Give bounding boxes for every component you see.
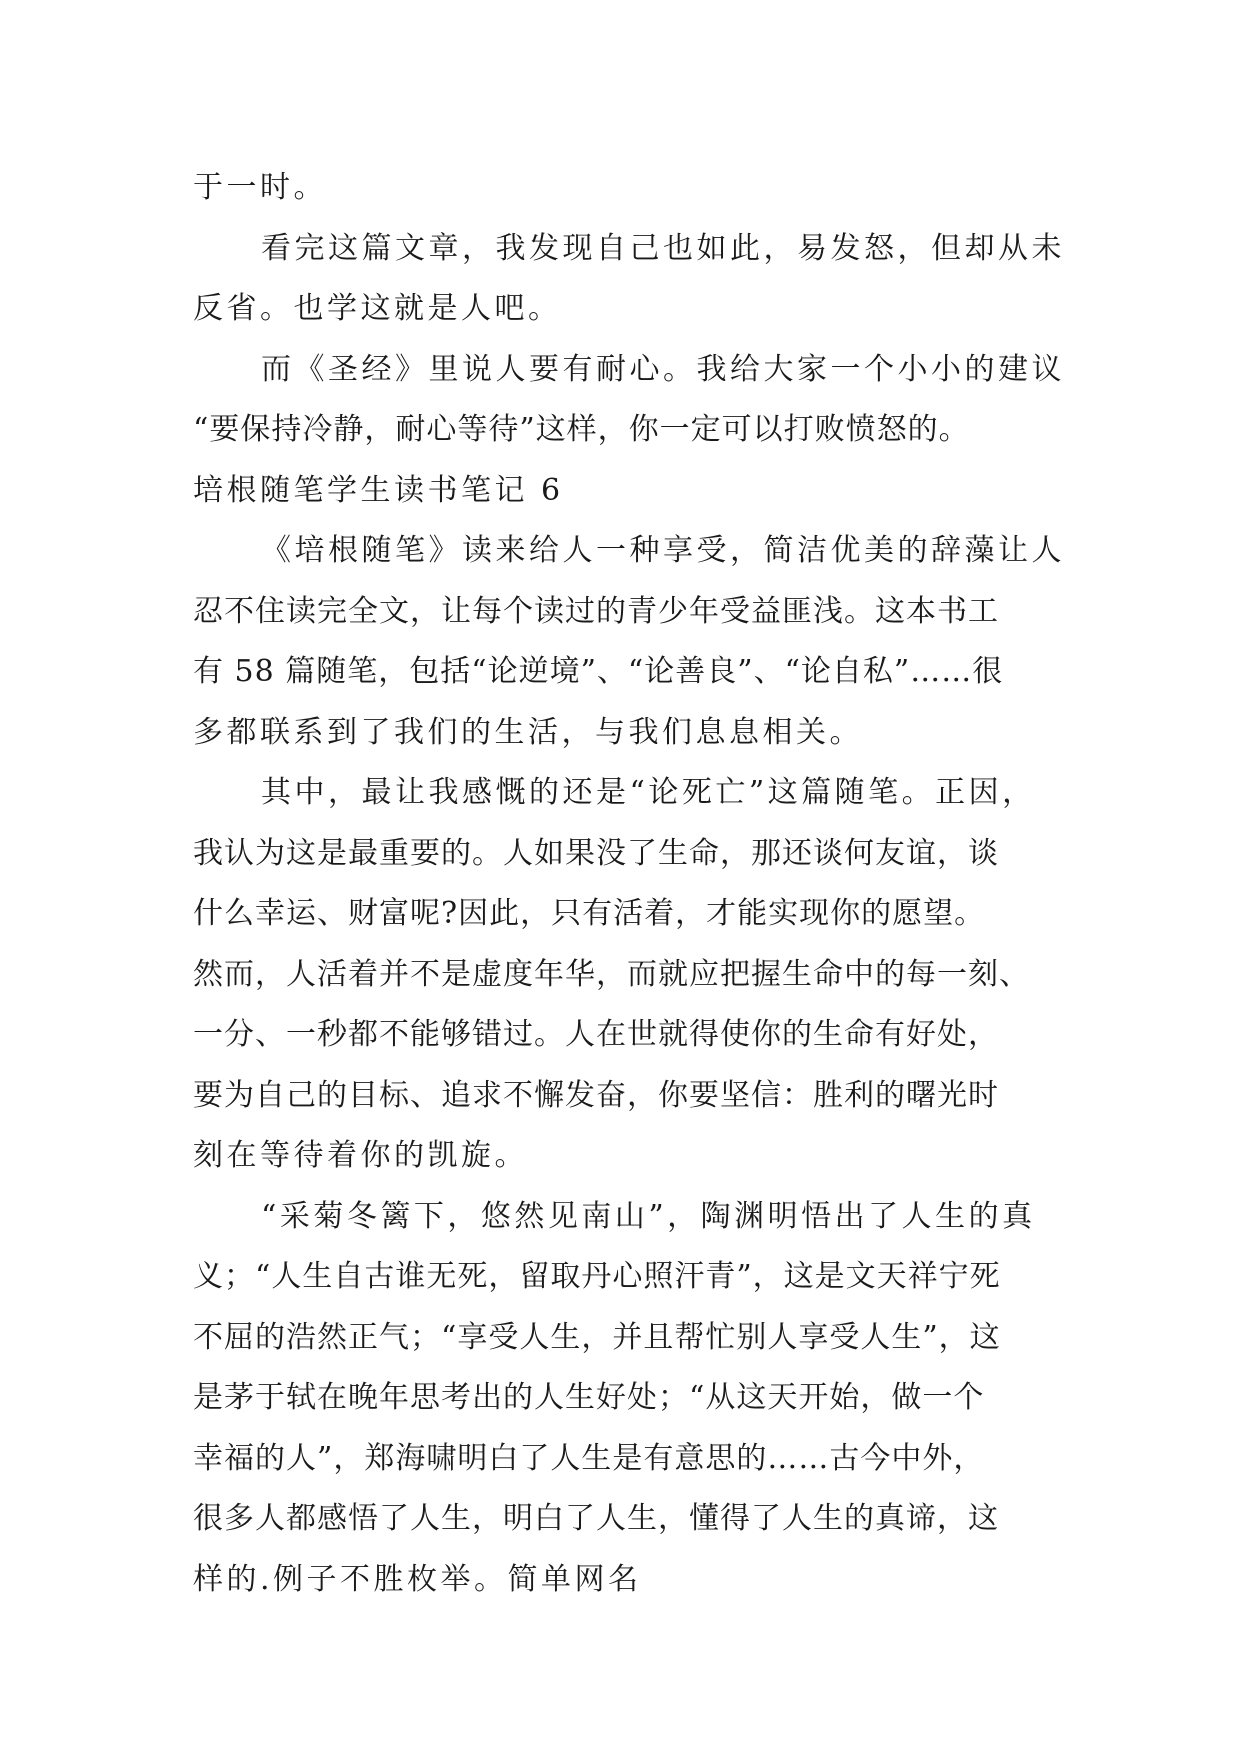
text-line: 忍不住读完全文，让每个读过的青少年受益匪浅。这本书工: [193, 593, 999, 629]
text-line: 一分、一秒都不能够错过。人在世就得使你的生命有好处，: [193, 1017, 999, 1052]
text-line: 是茅于轼在晚年思考出的人生好处；“从这天开始，做一个: [193, 1380, 985, 1415]
text-line: 多都联系到了我们的生活，与我们息息相关。: [193, 714, 863, 750]
section-heading: 培根随笔学生读书笔记 6: [193, 472, 564, 508]
text-line: 样的.例子不胜枚举。简单网名: [193, 1561, 642, 1597]
text-line: 有 58 篇随笔，包括“论逆境”、“论善良”、“论自私”……很: [193, 654, 1004, 689]
text-line: “要保持冷静，耐心等待”这样，你一定可以打败愤怒的。: [193, 412, 970, 447]
text-line: 幸福的人”，郑海啸明白了人生是有意思的……古今中外，: [193, 1440, 985, 1476]
text-line: 不屈的浩然正气；“享受人生，并且帮忙别人享受人生”，这: [193, 1319, 1001, 1355]
text-line: 而《圣经》里说人要有耐心。我给大家一个小小的建议: [261, 351, 1065, 387]
text-line: 其中，最让我感慨的还是“论死亡”这篇随笔。正因，: [261, 775, 1036, 810]
text-line: 很多人都感悟了人生，明白了人生，懂得了人生的真谛，这: [193, 1501, 999, 1536]
text-line: 要为自己的目标、追求不懈发奋，你要坚信：胜利的曙光时: [193, 1077, 999, 1113]
text-line: 《培根随笔》读来给人一种享受，简洁优美的辞藻让人: [261, 533, 1065, 568]
text-line: 于一时。: [193, 170, 327, 205]
text-line: 然而，人活着并不是虚度年华，而就应把握生命中的每一刻、: [193, 956, 1030, 992]
text-line: 看完这篇文章，我发现自己也如此，易发怒，但却从未: [261, 230, 1065, 266]
text-line: 什么幸运、财富呢?因此，只有活着，才能实现你的愿望。: [193, 896, 986, 931]
text-line: 刻在等待着你的凯旋。: [193, 1138, 528, 1173]
text-line: “采菊冬篱下，悠然见南山”，陶渊明悟出了人生的真: [261, 1198, 1036, 1234]
text-line: 反省。也学这就是人吧。: [193, 291, 562, 326]
text-line: 我认为这是最重要的。人如果没了生命，那还谈何友谊，谈: [193, 835, 999, 871]
document-body: [193, 158, 1065, 1610]
text-line: 义；“人生自古谁无死，留取丹心照汗青”，这是文天祥宁死: [193, 1259, 1001, 1294]
